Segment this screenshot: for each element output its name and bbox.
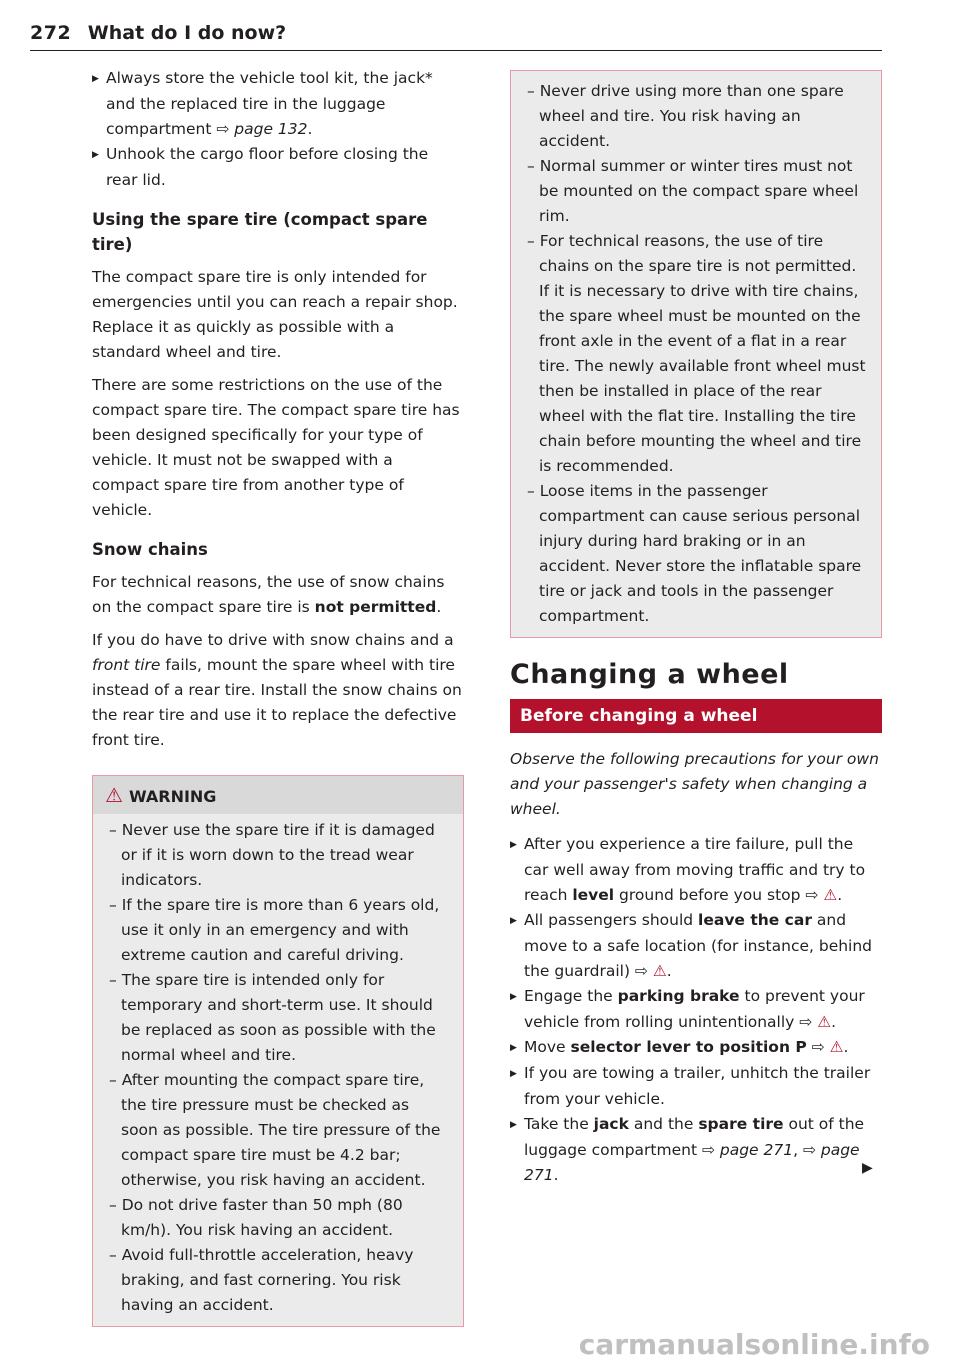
warning-body <box>93 814 463 1326</box>
paragraph: The compact spare tire is only intended for emergencies until you can reach a repair shop. Replace it as quickly as possible with a standard wheel and tire. <box>92 268 458 361</box>
page-reference-link[interactable]: ⇨ page 132 <box>216 120 308 138</box>
list-item: – For technical reasons, the use of tire chains on the spare tire is not permitted. If it is necessary to drive with tire chains, the spare wheel must be mounted on the front axle in the event of a flat in a rear tire. The newly available front wheel must then be installed in place of the rear wheel with the flat tire. Installing the tire chain before mounting the wheel and tire is recommended. <box>527 232 866 475</box>
paragraph: There are some restrictions on the use of the compact spare tire. The compact spare tire has been designed specifically for your type of vehicle. It must not be swapped with a compact spare tire from another type of vehicle. <box>92 376 460 519</box>
bullet-arrow-icon: ▶ <box>510 1069 517 1079</box>
page-header <box>30 22 882 51</box>
list-item: – If the spare tire is more than 6 years old, use it only in an emergency and with extreme caution and careful driving. <box>109 896 440 964</box>
list-item: – Loose items in the passenger compartment can cause serious personal injury during hard braking or in an accident. Never store the inflatable spare tire or jack and tools in the passenger compartment. <box>527 482 862 625</box>
list-item: ▶ All passengers should leave the car and move to a safe location (for instance, behind the guardrail) ⇨ ⚠. <box>510 911 873 980</box>
bullet-arrow-icon: ▶ <box>92 150 99 160</box>
warning-triangle-icon[interactable]: ⚠ <box>823 886 838 904</box>
right-column <box>510 70 882 1188</box>
bullet-arrow-icon: ▶ <box>510 916 517 926</box>
bullet-arrow-icon: ▶ <box>510 1043 517 1053</box>
intro-text: Observe the following precautions for your own and your passenger's safety when changing a wheel. <box>510 750 879 818</box>
list-item: – After mounting the compact spare tire, the tire pressure must be checked as soon as possible. The tire pressure of the compact spare tire must be 4.2 bar; otherwise, you risk having an accident. <box>109 1071 441 1189</box>
bullet-arrow-icon: ▶ <box>510 992 517 1002</box>
warning-triangle-icon[interactable]: ⚠ <box>829 1038 844 1056</box>
warning-continuation-box <box>510 70 882 638</box>
list-item: ▶ Unhook the cargo floor before closing the rear lid. <box>92 145 429 189</box>
bullet-arrow-icon: ▶ <box>510 840 517 850</box>
page-reference-link[interactable]: ⇨ page 271 <box>524 1141 860 1184</box>
list-item: ▶ Engage the parking brake to prevent your vehicle from rolling unintentionally ⇨ ⚠. <box>510 987 865 1031</box>
continue-arrow-icon: ▶ <box>862 1160 873 1176</box>
bullet-arrow-icon: ▶ <box>510 1120 517 1130</box>
page-number: 272 <box>30 22 72 44</box>
subsection-banner: Before changing a wheel <box>510 699 882 733</box>
list-item: – Normal summer or winter tires must not be mounted on the compact spare wheel rim. <box>527 157 859 225</box>
warning-triangle-icon: ⚠ <box>105 783 123 807</box>
warning-box <box>92 775 464 1327</box>
section-heading: Using the spare tire (compact spare tire) <box>92 210 428 254</box>
list-item: ▶ Take the jack and the spare tire out of the luggage compartment ⇨ page 271, ⇨ page 271. <box>510 1115 865 1184</box>
warning-triangle-icon[interactable]: ⚠ <box>817 1013 832 1031</box>
list-item: – Never drive using more than one spare wheel and tire. You risk having an accident. <box>527 82 844 150</box>
list-item: – Never use the spare tire if it is damaged or if it is worn down to the tread wear indicators. <box>109 821 435 889</box>
list-item: ▶ Always store the vehicle tool kit, the jack* and the replaced tire in the luggage compartment ⇨ page 132. <box>92 69 433 138</box>
list-item: ▶ Move selector lever to position P ⇨ ⚠. <box>510 1035 882 1061</box>
watermark: carmanualsonline.info <box>578 1328 930 1361</box>
chapter-title: What do I do now? <box>87 22 287 44</box>
list-item: – Avoid full-throttle acceleration, heavy braking, and fast cornering. You risk having an accident. <box>109 1246 414 1314</box>
section-title: Changing a wheel <box>510 659 789 690</box>
list-item: ▶ If you are towing a trailer, unhitch the trailer from your vehicle. <box>510 1064 871 1108</box>
warning-title: WARNING <box>128 787 217 806</box>
page-reference-link[interactable]: ⇨ page 271 <box>701 1141 794 1159</box>
warning-header <box>93 776 463 814</box>
section-heading: Snow chains <box>92 540 208 559</box>
warning-triangle-icon[interactable]: ⚠ <box>652 962 667 980</box>
paragraph: For technical reasons, the use of snow chains on the compact spare tire is not permitted. <box>92 573 445 616</box>
list-item: – The spare tire is intended only for temporary and short-term use. It should be replaced as soon as possible with the normal wheel and tire. <box>109 971 436 1064</box>
list-item: – Do not drive faster than 50 mph (80 km/h). You risk having an accident. <box>109 1196 403 1239</box>
bullet-arrow-icon: ▶ <box>92 74 99 84</box>
left-column <box>92 66 464 1327</box>
paragraph: If you do have to drive with snow chains and a front tire fails, mount the spare wheel with tire instead of a rear tire. Install the snow chains on the rear tire and use it to replace the defective front tire. <box>92 631 462 749</box>
list-item: ▶ After you experience a tire failure, pull the car well away from moving traffic and try to reach level ground before you stop ⇨ ⚠. <box>510 835 866 904</box>
